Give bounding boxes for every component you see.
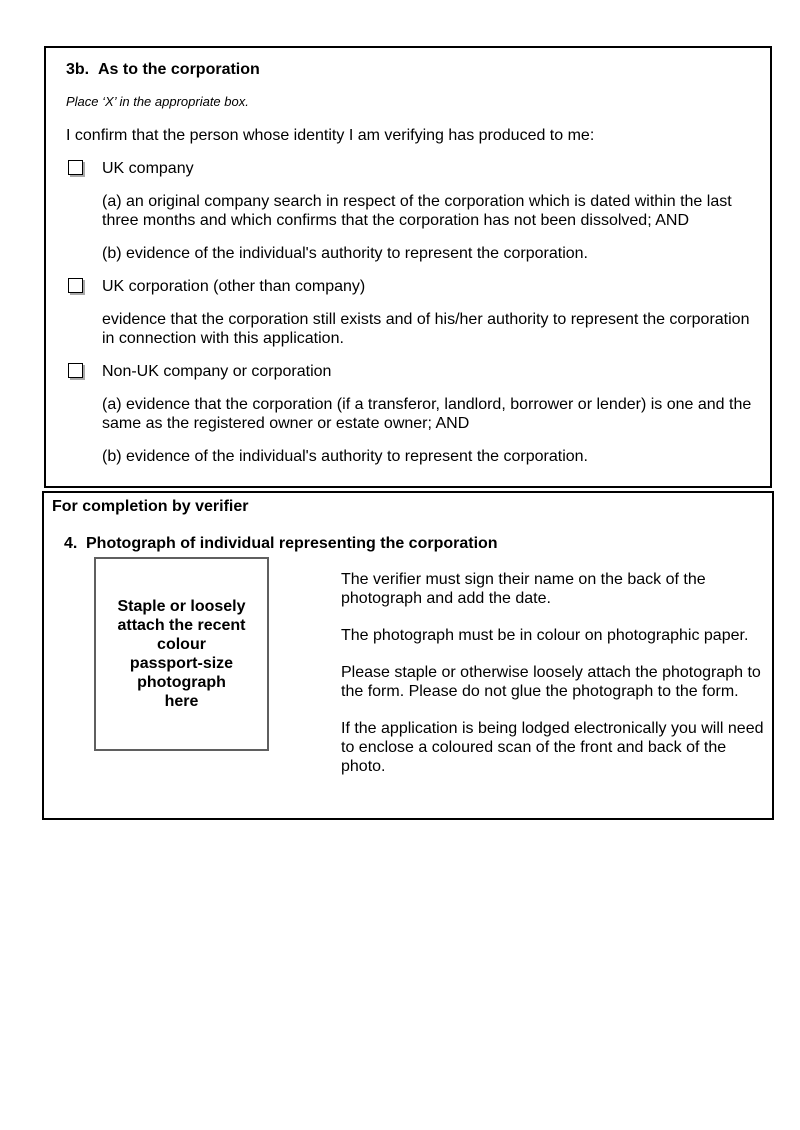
photo-instruction-electronic: If the application is being lodged electronically you will need to enclose a coloured scan of the front and back of the photo. <box>341 720 764 775</box>
section-3b-box <box>44 46 772 488</box>
section-3b-heading <box>66 61 760 79</box>
section-4-heading <box>64 535 764 553</box>
uk-corporation-checkbox[interactable] <box>68 278 83 293</box>
section-4-number: 4. <box>64 535 78 552</box>
uk-company-detail-b: (b) evidence of the individual's authority to represent the corporation. <box>102 245 588 262</box>
confirmation-intro: I confirm that the person whose identity I am verifying has produced to me: <box>66 127 595 144</box>
section-3b-number: 3b. <box>66 61 90 78</box>
photo-box-line: here <box>164 693 199 710</box>
photo-instruction-sign: The verifier must sign their name on the back of the photograph and add the date. <box>341 571 706 607</box>
verifier-section-box <box>42 491 774 820</box>
uk-company-detail-a: (a) an original company search in respect of the corporation which is dated within the last three months and which confirms that the corporation has not been dissolved; AND <box>102 193 732 229</box>
non-uk-label: Non-UK company or corporation <box>102 363 332 380</box>
uk-corporation-detail: evidence that the corporation still exists and of his/her authority to represent the corporation in connection with this application. <box>102 311 750 347</box>
option-uk-corporation-row <box>66 277 760 296</box>
section-4-title: Photograph of individual representing the corporation <box>86 535 498 552</box>
option-uk-company-row <box>66 159 760 178</box>
non-uk-detail-a: (a) evidence that the corporation (if a transferor, landlord, borrower or lender) is one and the same as the registered owner or estate owner; AND <box>102 396 752 432</box>
section-3b-title: As to the corporation <box>98 61 260 78</box>
uk-corporation-label: UK corporation (other than company) <box>102 278 366 295</box>
verifier-header: For completion by verifier <box>52 498 249 515</box>
photo-box-line: colour <box>157 636 206 653</box>
place-x-instruction: Place ‘X’ in the appropriate box. <box>66 94 249 109</box>
photo-instruction-colour: The photograph must be in colour on photographic paper. <box>341 627 749 644</box>
photo-box-line: passport-size <box>129 655 234 672</box>
photo-box-line: attach the recent <box>117 617 246 634</box>
uk-company-checkbox[interactable] <box>68 160 83 175</box>
photo-instruction-staple: Please staple or otherwise loosely attach the photograph to the form. Please do not glue the photograph to the form. <box>341 664 761 700</box>
option-non-uk-row <box>66 362 760 381</box>
photo-attach-box <box>94 557 269 751</box>
photo-row <box>94 557 764 818</box>
photo-instructions <box>341 557 764 776</box>
non-uk-checkbox[interactable] <box>68 363 83 378</box>
photo-box-line: photograph <box>137 674 226 691</box>
uk-company-label: UK company <box>102 160 194 177</box>
photo-box-line: Staple or loosely <box>117 598 246 615</box>
non-uk-detail-b: (b) evidence of the individual's authority to represent the corporation. <box>102 448 588 465</box>
